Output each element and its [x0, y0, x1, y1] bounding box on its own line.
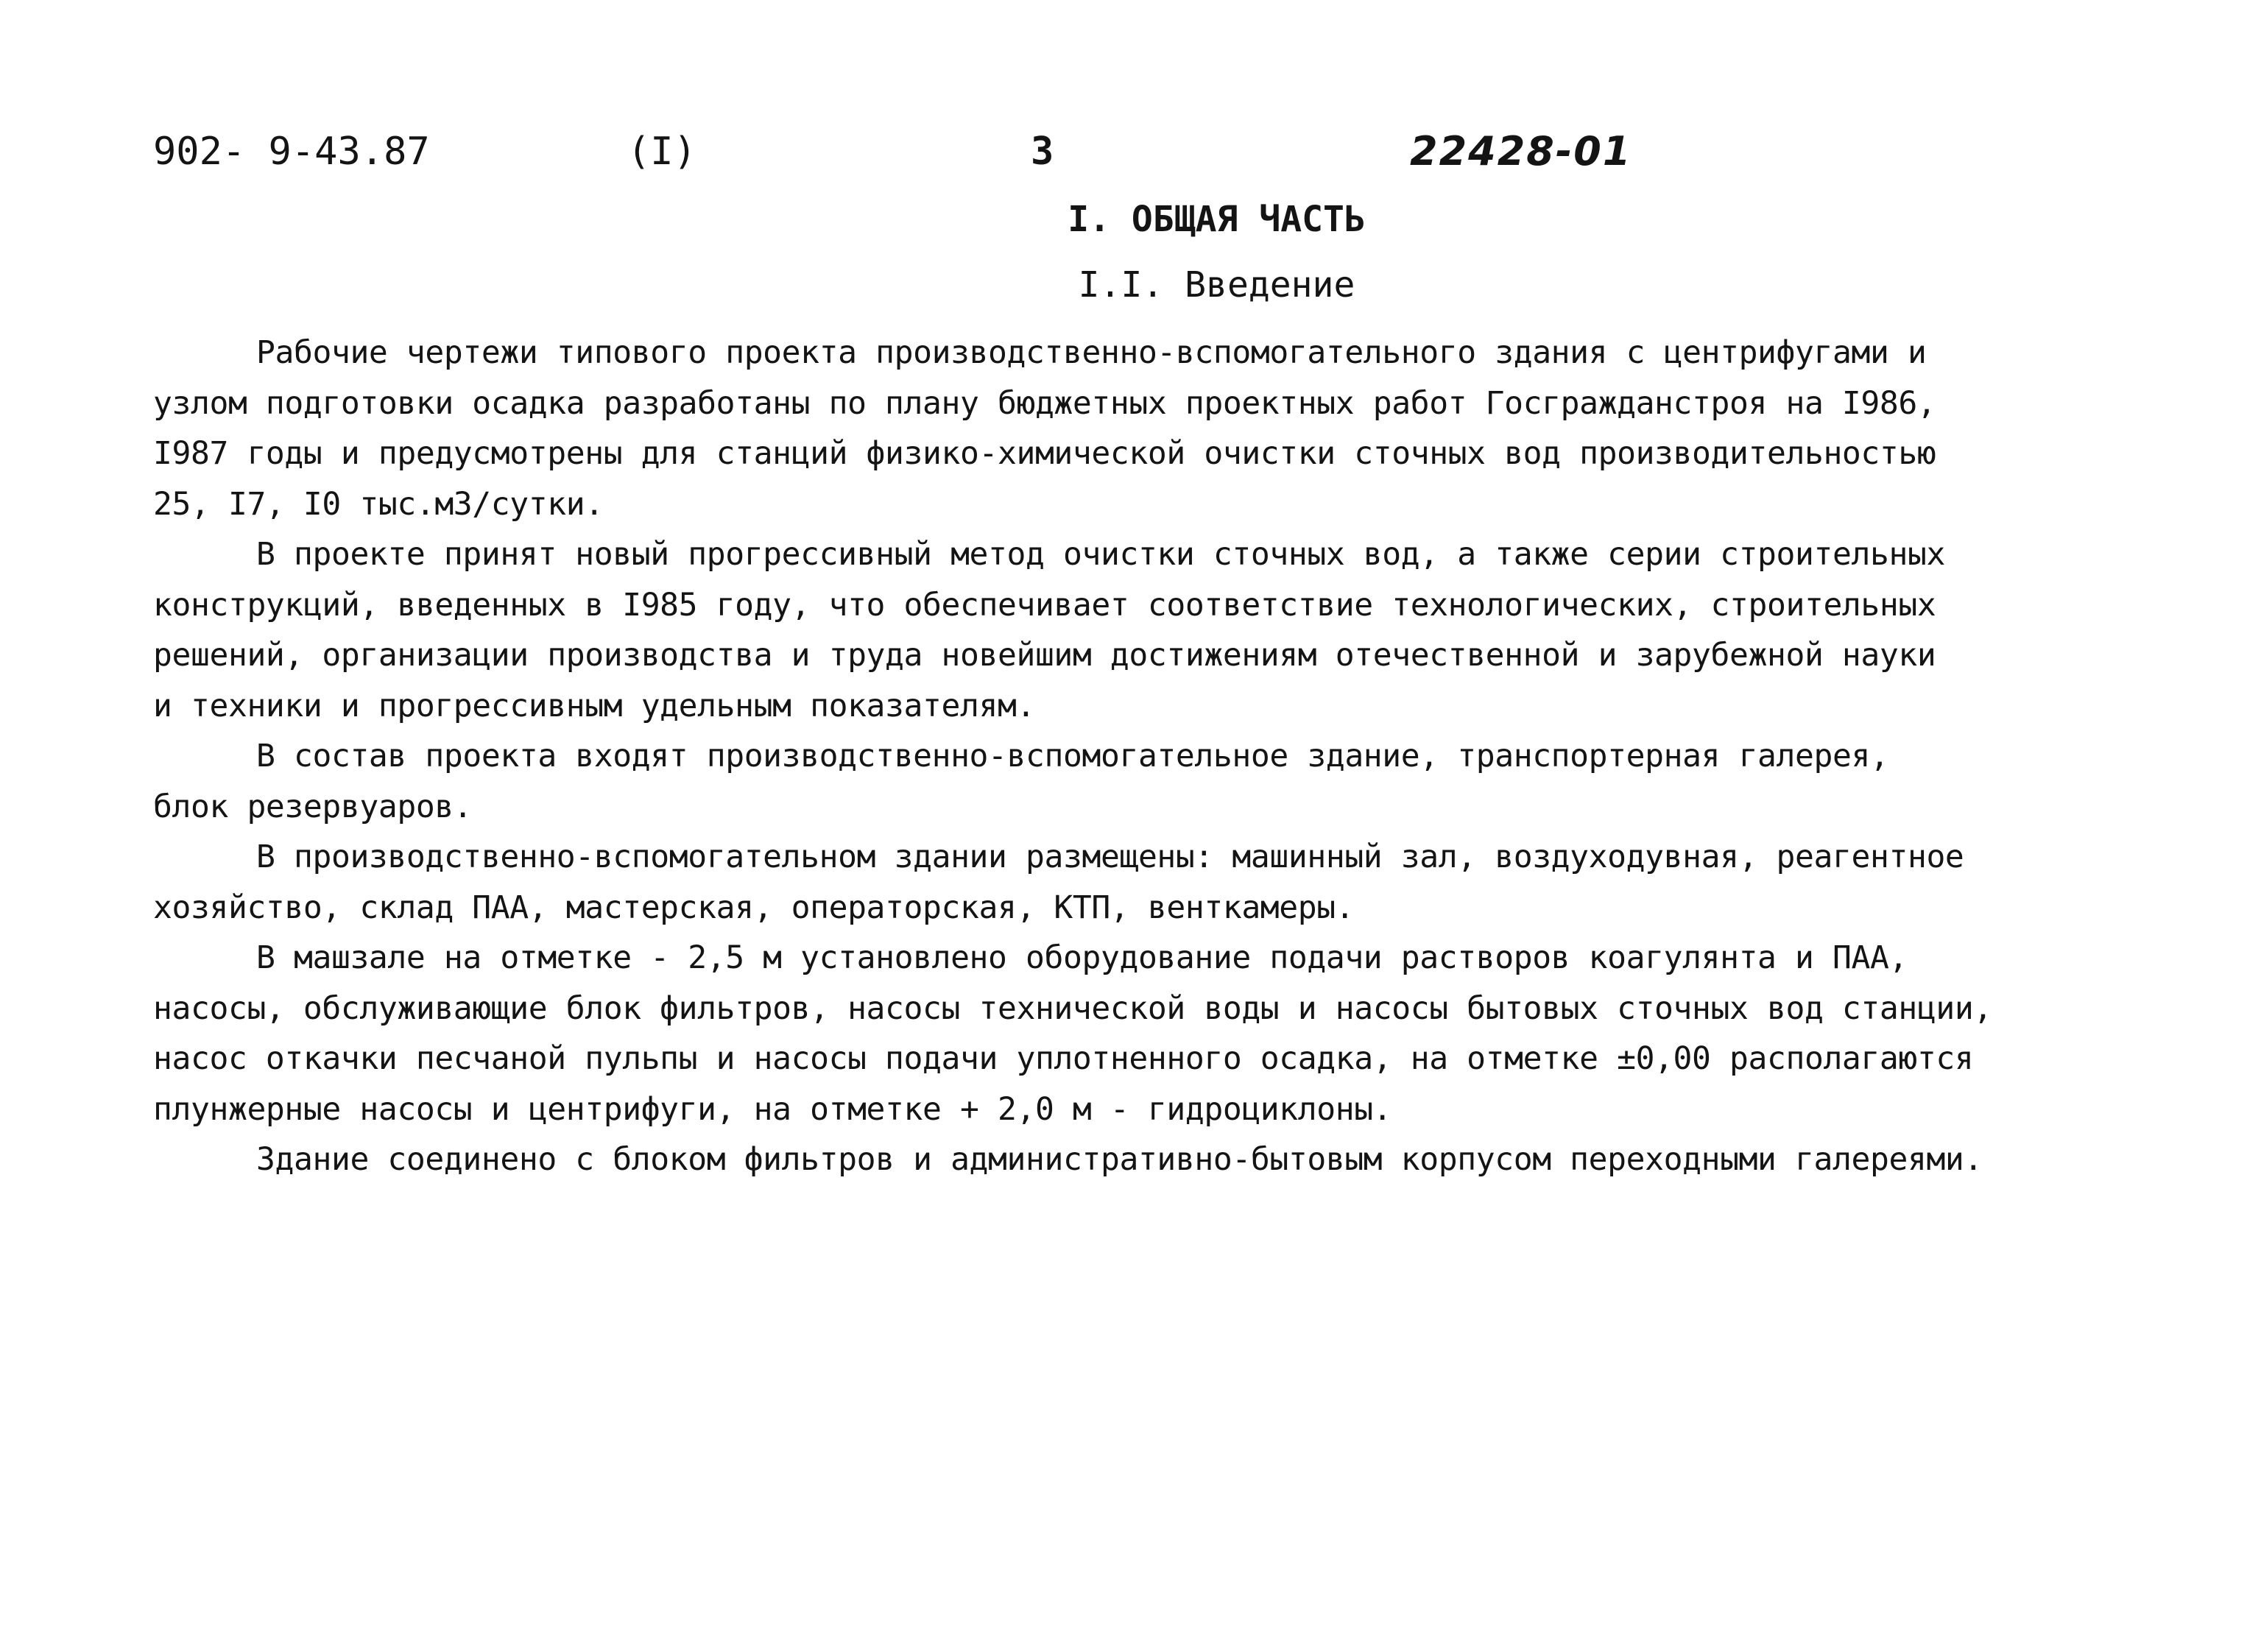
- volume-number: (I): [627, 130, 696, 174]
- text-line: насос откачки песчаной пульпы и насосы подачи уплотненного осадка, на отметке ±0,00 располагаются: [153, 1040, 1974, 1077]
- text-line: В состав проекта входят производственно-вспомогательное здание, транспортерная галерея,: [256, 738, 1889, 774]
- text-line: В проекте принят новый прогрессивный метод очистки сточных вод, а также серии строительных: [256, 536, 1945, 573]
- text-line: насосы, обслуживающие блок фильтров, насосы технической воды и насосы бытовых сточных вод станции,: [153, 989, 1992, 1027]
- text-line: хозяйство, склад ПАА, мастерская, операторская, КТП, венткамеры.: [153, 889, 1355, 926]
- text-line: Здание соединено с блоком фильтров и административно-бытовым корпусом переходными галереями.: [256, 1141, 1983, 1178]
- text-line: 25, I7, I0 тыс.м3/сутки.: [153, 485, 604, 523]
- text-line: решений, организации производства и труда новейшим достижениям отечественной и зарубежной науки: [153, 637, 1936, 674]
- text-line: В производственно-вспомогательном здании размещены: машинный зал, воздуходувная, реагентное: [256, 839, 1964, 875]
- text-line: конструкций, введенных в I985 году, что обеспечивает соответствие технологических, строительных: [153, 586, 1936, 624]
- subsection-title: I.I. Введение: [1078, 264, 1355, 306]
- text-line: узлом подготовки осадка разработаны по плану бюджетных проектных работ Госгражданстроя на I986,: [153, 384, 1936, 422]
- text-line: плунжерные насосы и центрифуги, на отметке + 2,0 м - гидроциклоны.: [153, 1090, 1392, 1128]
- text-line: блок резервуаров.: [153, 788, 473, 825]
- document-code: 902- 9-43.87: [153, 130, 430, 174]
- section-title: I. ОБЩАЯ ЧАСТЬ: [1068, 199, 1366, 240]
- text-line: I987 годы и предусмотрены для станций физико-химической очистки сточных вод производительностью: [153, 435, 1936, 472]
- text-line: В машзале на отметке - 2,5 м установлено оборудование подачи растворов коагулянта и ПАА,: [256, 939, 1908, 976]
- handwritten-document-number: 22428-01: [1410, 128, 1632, 174]
- text-line: Рабочие чертежи типового проекта производственно-вспомогательного здания с центрифугами и: [256, 334, 1927, 371]
- document-body: [153, 328, 2141, 1185]
- text-line: и техники и прогрессивным удельным показателям.: [153, 687, 1035, 724]
- page-number: 3: [1031, 130, 1054, 174]
